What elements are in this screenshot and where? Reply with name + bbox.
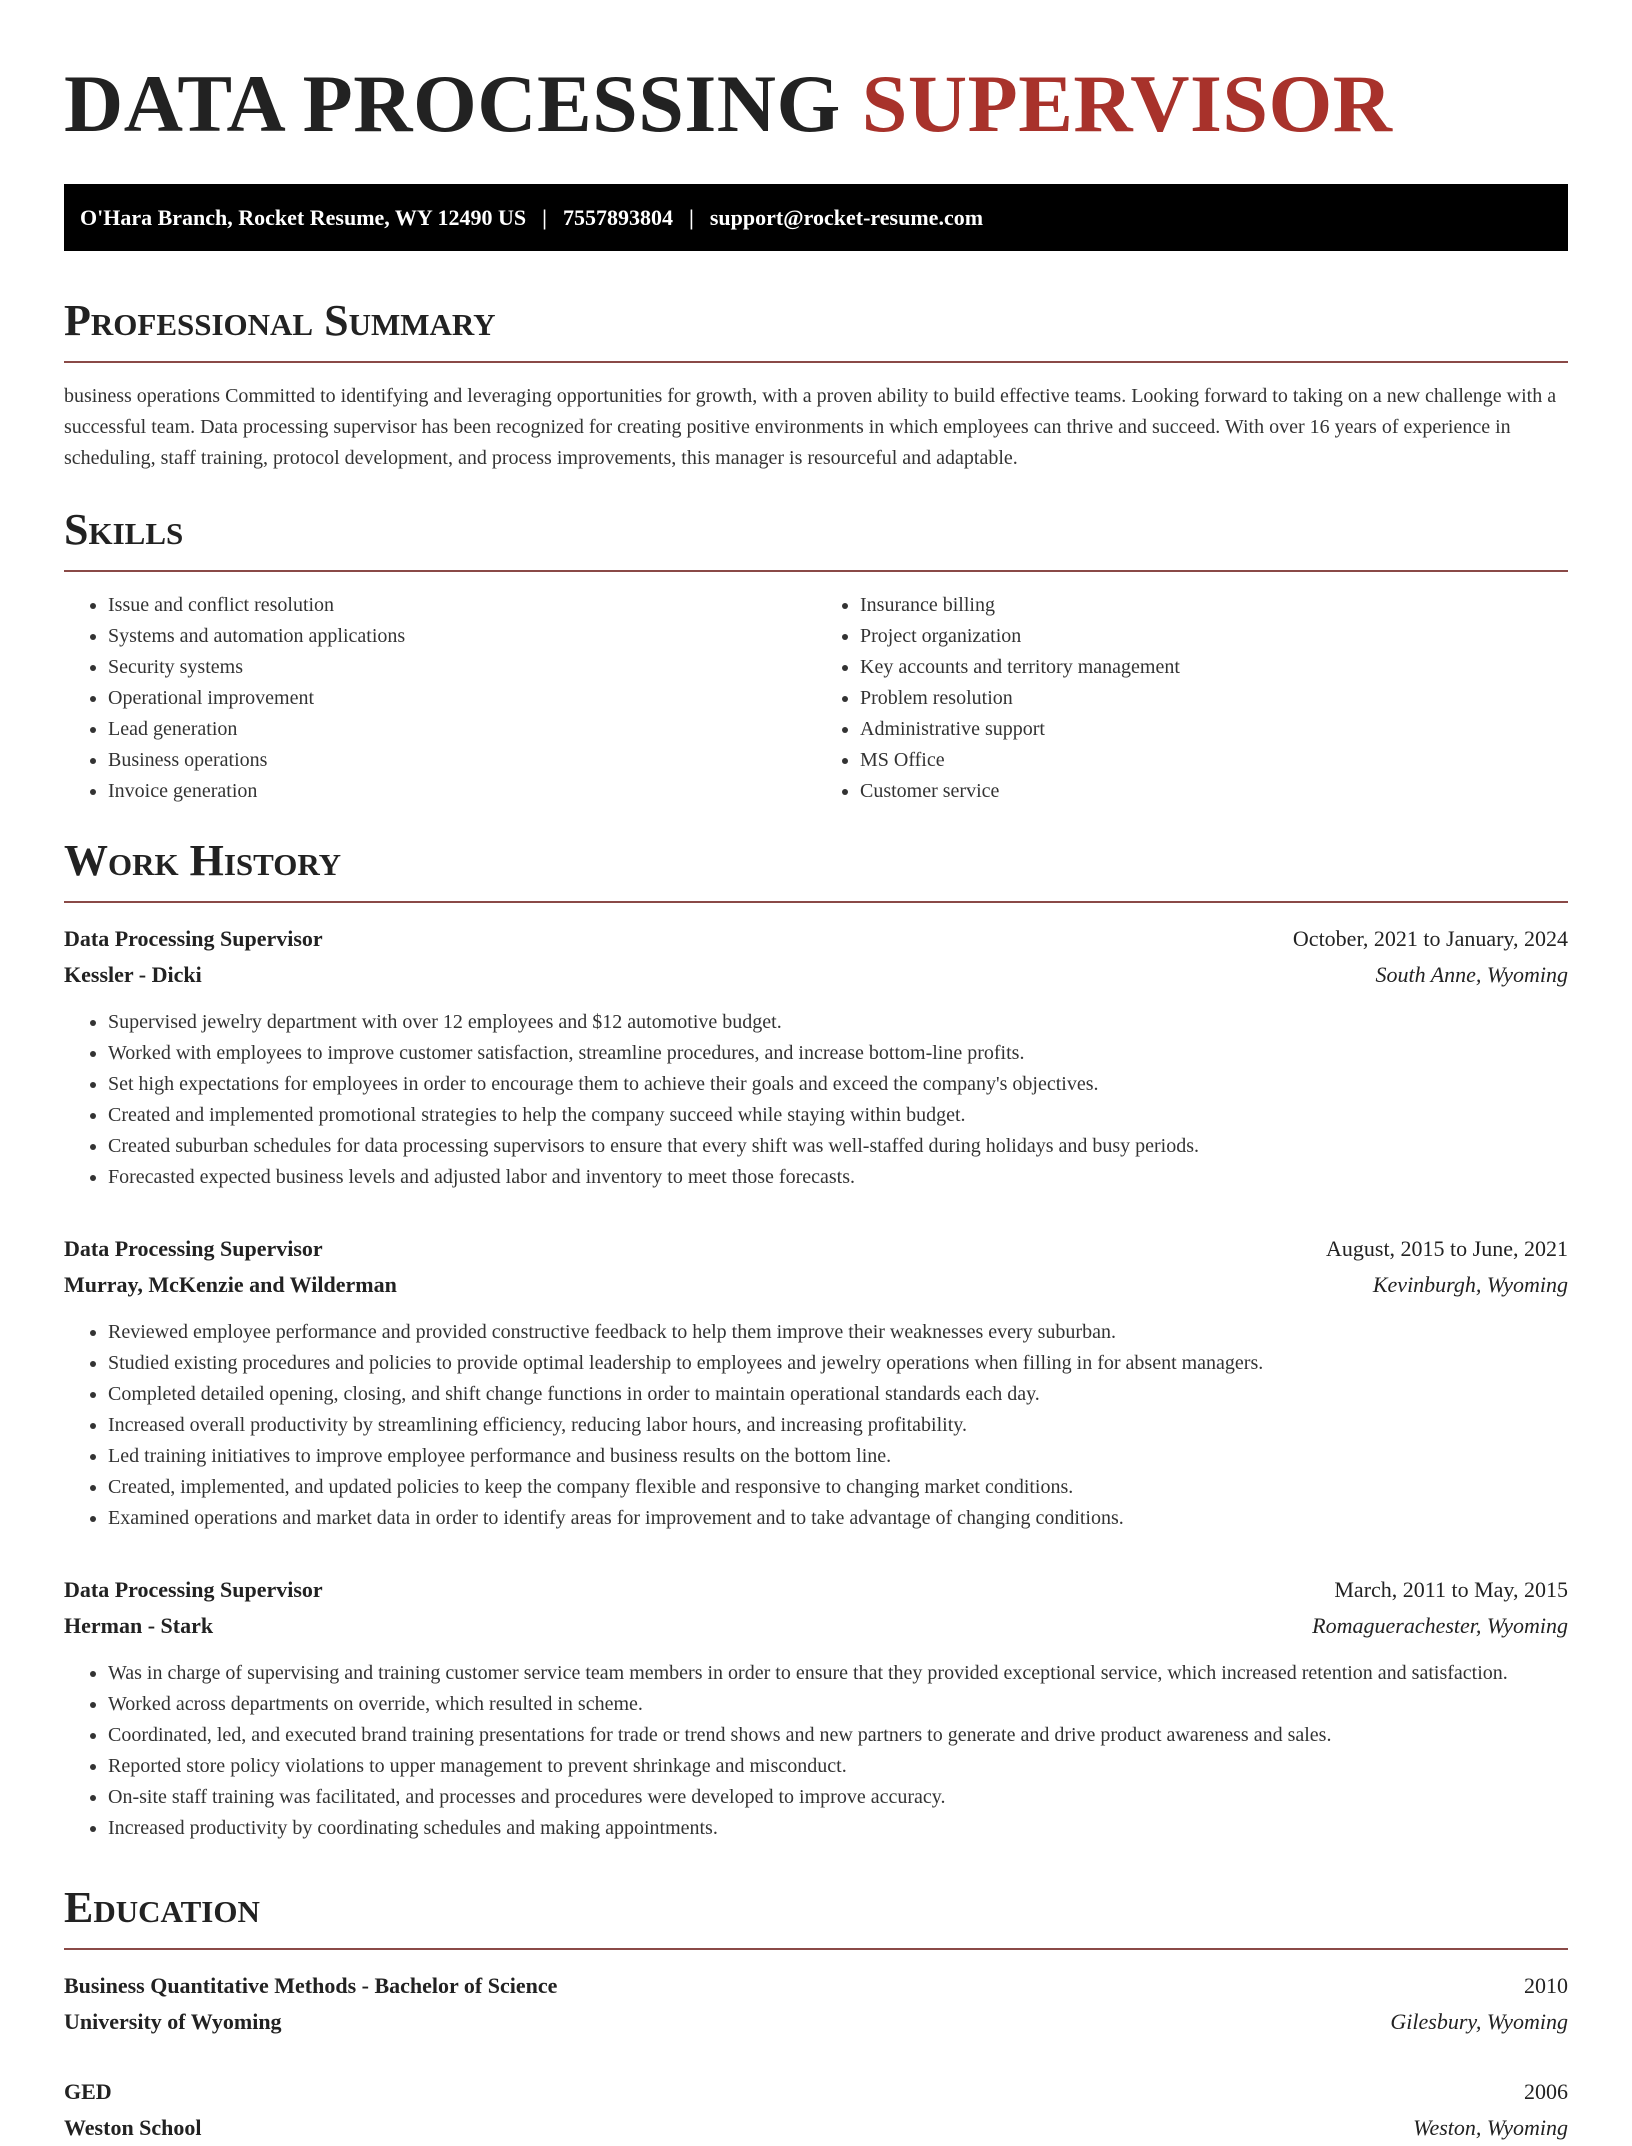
skill-item: • Key accounts and territory management	[860, 652, 1568, 683]
education-school: Weston School	[64, 2115, 202, 2140]
education-location: Gilesbury, Wyoming	[1390, 2009, 1568, 2034]
skill-item: • Business operations	[108, 745, 816, 776]
skill-item: • Systems and automation applications	[108, 621, 816, 652]
job-bullet: • Reported store policy violations to upper management to prevent shrinkage and misconduct.	[108, 1751, 1568, 1782]
contact-phone: 7557893804	[562, 204, 673, 230]
education-year: 2006	[1524, 2079, 1568, 2104]
skills-heading: Skills	[64, 505, 184, 554]
job-location: Romaguerachester, Wyoming	[1312, 1613, 1568, 1638]
section-divider	[64, 901, 1568, 903]
name-first: DATA PROCESSING	[64, 58, 841, 149]
job-dates: October, 2021 to January, 2024	[1292, 926, 1568, 951]
job-company-row	[64, 957, 1568, 993]
job-header-row	[64, 1572, 1568, 1608]
education-year: 2010	[1524, 1973, 1568, 1998]
job-bullet: • Created and implemented promotional strategies to help the company succeed while staying within budget.	[108, 1100, 1568, 1131]
job-title: Data Processing Supervisor	[64, 1577, 323, 1602]
contact-email: support@rocket-resume.com	[709, 204, 984, 230]
skill-item: • Invoice generation	[108, 776, 816, 807]
job-company: Murray, McKenzie and Wilderman	[64, 1272, 397, 1297]
job-title: Data Processing Supervisor	[64, 1236, 323, 1261]
job-entry	[64, 1572, 1568, 1844]
job-entry	[64, 921, 1568, 1193]
education-degree: Business Quantitative Methods - Bachelor of Science	[64, 1973, 558, 1998]
job-bullet: • Led training initiatives to improve employee performance and business results on the bottom line.	[108, 1441, 1568, 1472]
job-bullet: • On-site staff training was facilitated, and processes and procedures were developed to improve accuracy.	[108, 1782, 1568, 1813]
work-history-heading: Work History	[64, 836, 342, 885]
job-company-row	[64, 1267, 1568, 1303]
job-bullets	[64, 1007, 1568, 1193]
job-bullet: • Forecasted expected business levels and adjusted labor and inventory to meet those forecasts.	[108, 1162, 1568, 1193]
skill-item: • Problem resolution	[860, 683, 1568, 714]
education-header-row	[64, 1968, 1568, 2004]
education-entry	[64, 2074, 1568, 2146]
name-last: SUPERVISOR	[861, 58, 1393, 149]
job-location: Kevinburgh, Wyoming	[1372, 1272, 1568, 1297]
skills-section	[64, 504, 1568, 807]
contact-bar	[64, 184, 1568, 251]
job-bullet: • Examined operations and market data in order to identify areas for improvement and to take advantage of changing conditions.	[108, 1503, 1568, 1534]
skill-item: • Operational improvement	[108, 683, 816, 714]
work-history-section	[64, 835, 1568, 1844]
skill-item: • Insurance billing	[860, 590, 1568, 621]
job-bullet: • Completed detailed opening, closing, and shift change functions in order to maintain operational standards each day.	[108, 1379, 1568, 1410]
job-header-row	[64, 921, 1568, 957]
section-divider	[64, 570, 1568, 572]
contact-separator: |	[542, 204, 547, 230]
skill-item: • Security systems	[108, 652, 816, 683]
job-bullet: • Was in charge of supervising and training customer service team members in order to ensure that they provided exceptional service, which increased retention and satisfaction.	[108, 1658, 1568, 1689]
job-bullet: • Increased overall productivity by streamlining efficiency, reducing labor hours, and increasing profitability.	[108, 1410, 1568, 1441]
summary-text: business operations Committed to identifying and leveraging opportunities for growth, with a proven ability to build effective teams. Looking forward to taking on a new challenge with a successful team. Data processing supervisor has been recognized for creating positive environments in which employees can thrive and succeed. With over 16 years of experience in scheduling, staff training, protocol development, and process improvements, this manager is resourceful and adaptable.	[64, 385, 1557, 469]
skill-item: • Issue and conflict resolution	[108, 590, 816, 621]
section-divider	[64, 361, 1568, 363]
job-bullet: • Created suburban schedules for data processing supervisors to ensure that every shift was well-staffed during holidays and busy periods.	[108, 1131, 1568, 1162]
education-school-row	[64, 2004, 1568, 2040]
job-bullet: • Studied existing procedures and policies to provide optimal leadership to employees and jewelry operations when filling in for absent managers.	[108, 1348, 1568, 1379]
job-entry	[64, 1231, 1568, 1534]
job-dates: August, 2015 to June, 2021	[1326, 1236, 1568, 1261]
job-company: Kessler - Dicki	[64, 962, 202, 987]
job-company: Herman - Stark	[64, 1613, 214, 1638]
skills-columns	[64, 590, 1568, 807]
candidate-name	[64, 0, 1568, 150]
education-heading: Education	[64, 1883, 260, 1932]
education-entry	[64, 1968, 1568, 2040]
job-location: South Anne, Wyoming	[1375, 962, 1568, 987]
job-bullet: • Reviewed employee performance and provided constructive feedback to help them improve their weaknesses every suburban.	[108, 1317, 1568, 1348]
job-bullet: • Created, implemented, and updated policies to keep the company flexible and responsive to changing market conditions.	[108, 1472, 1568, 1503]
job-bullet: • Supervised jewelry department with over 12 employees and $12 automotive budget.	[108, 1007, 1568, 1038]
skill-item: • Lead generation	[108, 714, 816, 745]
job-bullet: • Coordinated, led, and executed brand training presentations for trade or trend shows and new partners to generate and drive product awareness and sales.	[108, 1720, 1568, 1751]
job-bullet: • Increased productivity by coordinating schedules and making appointments.	[108, 1813, 1568, 1844]
skills-list-right	[816, 590, 1568, 807]
job-title: Data Processing Supervisor	[64, 926, 323, 951]
contact-separator: |	[688, 204, 694, 230]
job-dates: March, 2011 to May, 2015	[1334, 1577, 1568, 1602]
skill-item: • Customer service	[860, 776, 1568, 807]
education-school: University of Wyoming	[64, 2009, 282, 2034]
skills-list-left	[64, 590, 816, 807]
education-header-row	[64, 2074, 1568, 2110]
contact-address: O'Hara Branch, Rocket Resume, WY 12490 US	[80, 204, 527, 230]
job-header-row	[64, 1231, 1568, 1267]
job-company-row	[64, 1608, 1568, 1644]
job-bullet: • Worked across departments on override, which resulted in scheme.	[108, 1689, 1568, 1720]
job-bullets	[64, 1317, 1568, 1534]
skill-item: • Project organization	[860, 621, 1568, 652]
summary-heading: Professional Summary	[64, 296, 496, 345]
skill-item: • MS Office	[860, 745, 1568, 776]
education-school-row	[64, 2110, 1568, 2146]
section-divider	[64, 1948, 1568, 1950]
skill-item: • Administrative support	[860, 714, 1568, 745]
education-location: Weston, Wyoming	[1413, 2115, 1568, 2140]
job-bullets	[64, 1658, 1568, 1844]
job-bullet: • Set high expectations for employees in order to encourage them to achieve their goals and exceed the company's objectives.	[108, 1069, 1568, 1100]
education-degree: GED	[64, 2079, 112, 2104]
summary-section	[64, 295, 1568, 474]
education-section	[64, 1882, 1568, 2146]
job-bullet: • Worked with employees to improve customer satisfaction, streamline procedures, and increase bottom-line profits.	[108, 1038, 1568, 1069]
